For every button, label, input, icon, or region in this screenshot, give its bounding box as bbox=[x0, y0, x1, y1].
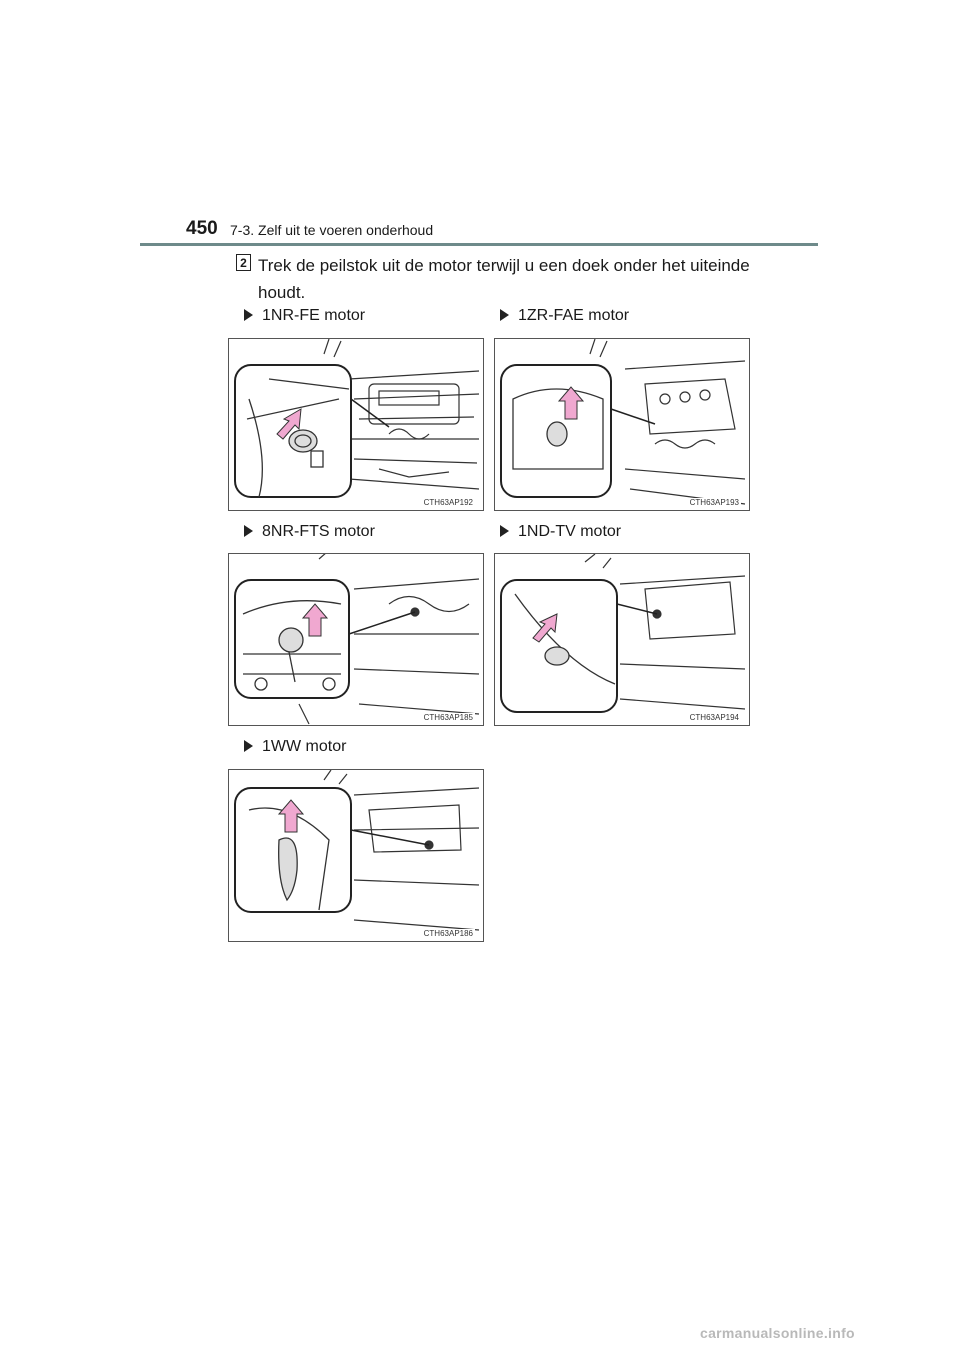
engine-illustration bbox=[229, 554, 484, 726]
section-title: 7-3. Zelf uit te voeren onderhoud bbox=[230, 222, 434, 238]
engine-illustration bbox=[495, 554, 750, 726]
figure-code: CTH63AP185 bbox=[423, 713, 473, 722]
figure-1nd-tv-engine bbox=[494, 553, 750, 726]
variant-label-1zr-fae: 1ZR-FAE motor bbox=[500, 307, 629, 325]
variant-label-1nd-tv: 1ND-TV motor bbox=[500, 523, 621, 541]
figure-code: CTH63AP186 bbox=[423, 929, 473, 938]
triangle-bullet-icon bbox=[244, 525, 253, 537]
triangle-bullet-icon bbox=[244, 740, 253, 752]
figure-1zr-fae-engine bbox=[494, 338, 750, 511]
figure-8nr-fts-engine bbox=[228, 553, 484, 726]
header-divider bbox=[140, 243, 818, 246]
engine-illustration bbox=[229, 339, 484, 511]
triangle-bullet-icon bbox=[500, 309, 509, 321]
triangle-bullet-icon bbox=[244, 309, 253, 321]
figure-code: CTH63AP194 bbox=[689, 713, 739, 722]
variant-label-1nr-fe: 1NR-FE motor bbox=[244, 307, 365, 325]
page-number: 450 bbox=[186, 218, 218, 239]
figure-code: CTH63AP192 bbox=[423, 498, 473, 507]
figure-code: CTH63AP193 bbox=[689, 498, 739, 507]
engine-illustration bbox=[229, 770, 484, 942]
variant-label-1ww: 1WW motor bbox=[244, 738, 346, 756]
engine-illustration bbox=[495, 339, 750, 511]
watermark-text: carmanualsonline.info bbox=[700, 1325, 855, 1341]
figure-1ww-engine bbox=[228, 769, 484, 942]
step-instruction: Trek de peilstok uit de motor terwijl u een doek onder het uiteinde houdt. bbox=[258, 256, 750, 302]
triangle-bullet-icon bbox=[500, 525, 509, 537]
variant-label-8nr-fts: 8NR-FTS motor bbox=[244, 523, 375, 541]
figure-1nr-fe-engine bbox=[228, 338, 484, 511]
step-number-badge: 2 bbox=[236, 254, 251, 271]
